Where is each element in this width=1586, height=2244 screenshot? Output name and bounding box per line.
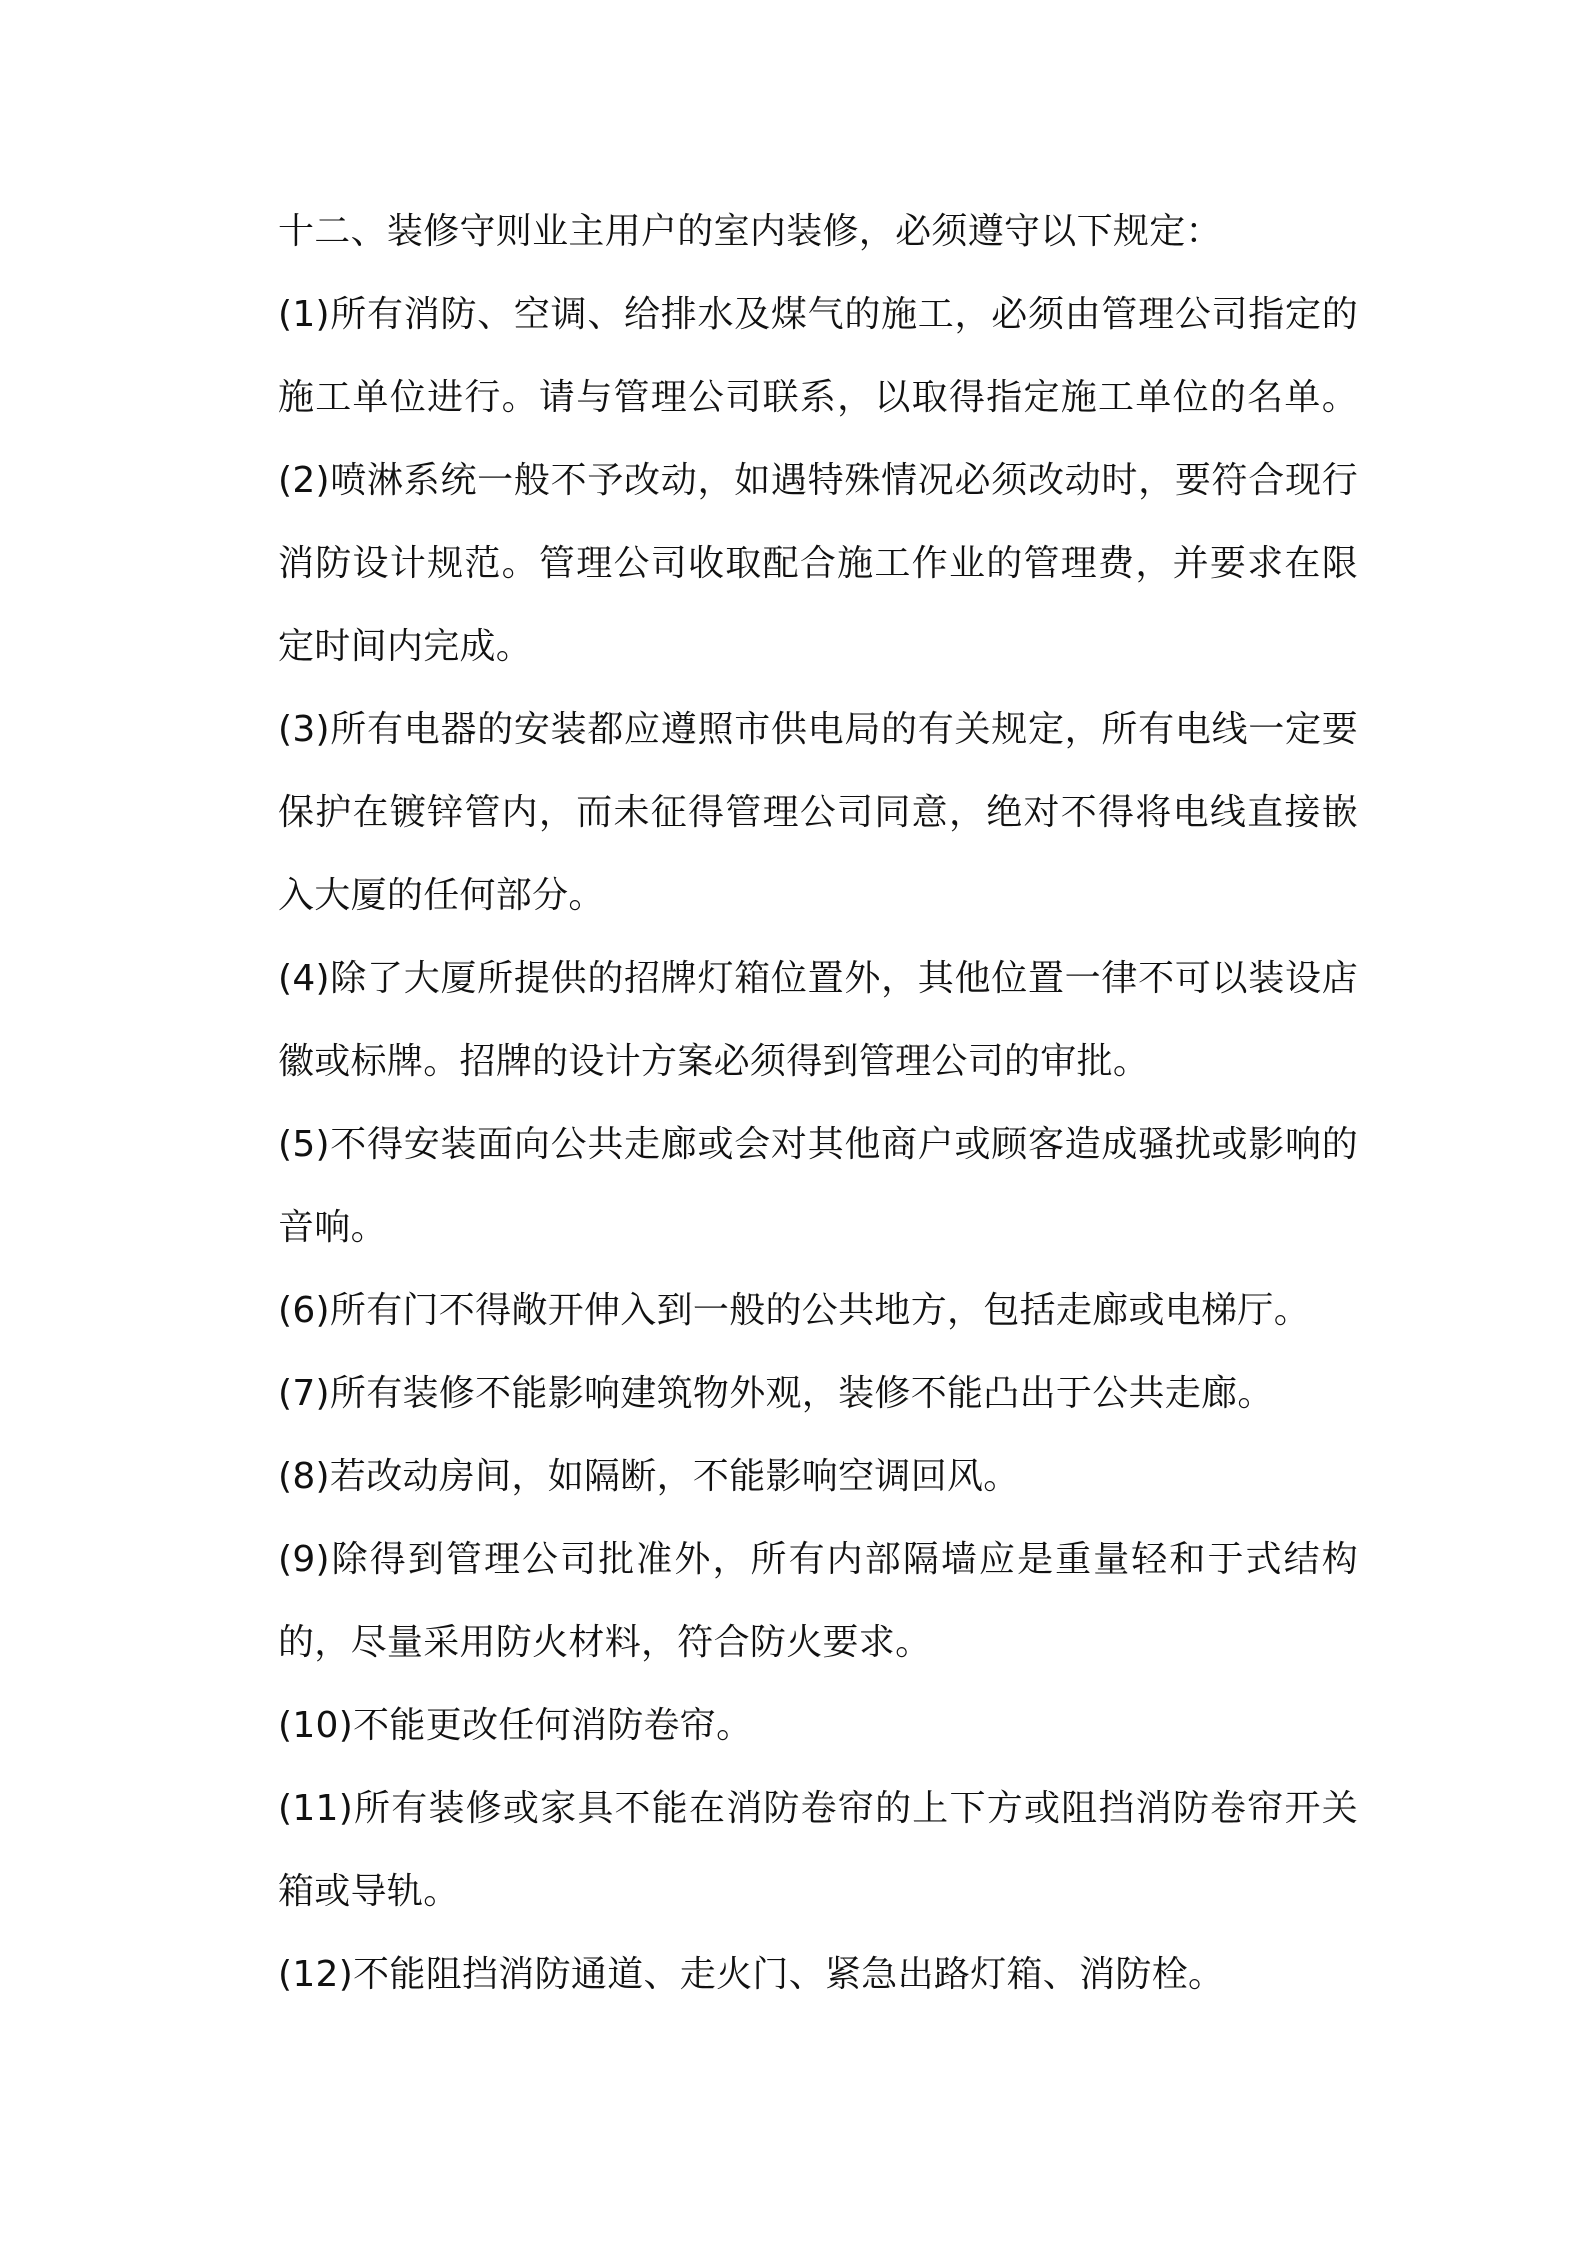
paragraph-item-4: (4)除了大厦所提供的招牌灯箱位置外，其他位置一律不可以装设店徽或标牌。招牌的设计方案必须得到管理公司的审批。	[278, 958, 1358, 1082]
paragraph-item-1-2: (1)所有消防、空调、给排水及煤气的施工，必须由管理公司指定的施工单位进行。请与管理公司联系，以取得指定施工单位的名单。(2)喷淋系统一般不予改动，如遇特殊情况必须改动时，要符合现行消防设计规范。管理公司收取配合施工作业的管理费，并要求在限定时间内完成。	[278, 294, 1358, 667]
paragraph-item-6: (6)所有门不得敞开伸入到一般的公共地方，包括走廊或电梯厅。	[278, 1290, 1310, 1331]
paragraph-item-10: (10)不能更改任何消防卷帘。	[278, 1705, 753, 1746]
paragraph-item-5: (5)不得安装面向公共走廊或会对其他商户或顾客造成骚扰或影响的音响。	[278, 1124, 1358, 1248]
section-heading: 十二、装修守则业主用户的室内装修，必须遵守以下规定：	[278, 211, 1222, 252]
document-body	[278, 190, 1358, 2016]
paragraph-item-7: (7)所有装修不能影响建筑物外观，装修不能凸出于公共走廊。	[278, 1373, 1274, 1414]
paragraph-item-11: (11)所有装修或家具不能在消防卷帘的上下方或阻挡消防卷帘开关箱或导轨。	[278, 1788, 1358, 1912]
paragraph-item-3: (3)所有电器的安装都应遵照市供电局的有关规定，所有电线一定要保护在镀锌管内，而未征得管理公司同意，绝对不得将电线直接嵌入大厦的任何部分。	[278, 709, 1358, 916]
paragraph-item-12: (12)不能阻挡消防通道、走火门、紧急出路灯箱、消防栓。	[278, 1954, 1225, 1995]
paragraph-item-8: (8)若改动房间，如隔断，不能影响空调回风。	[278, 1456, 1020, 1497]
paragraph-item-9: (9)除得到管理公司批准外，所有内部隔墙应是重量轻和于式结构的，尽量采用防火材料，符合防火要求。	[278, 1539, 1358, 1663]
